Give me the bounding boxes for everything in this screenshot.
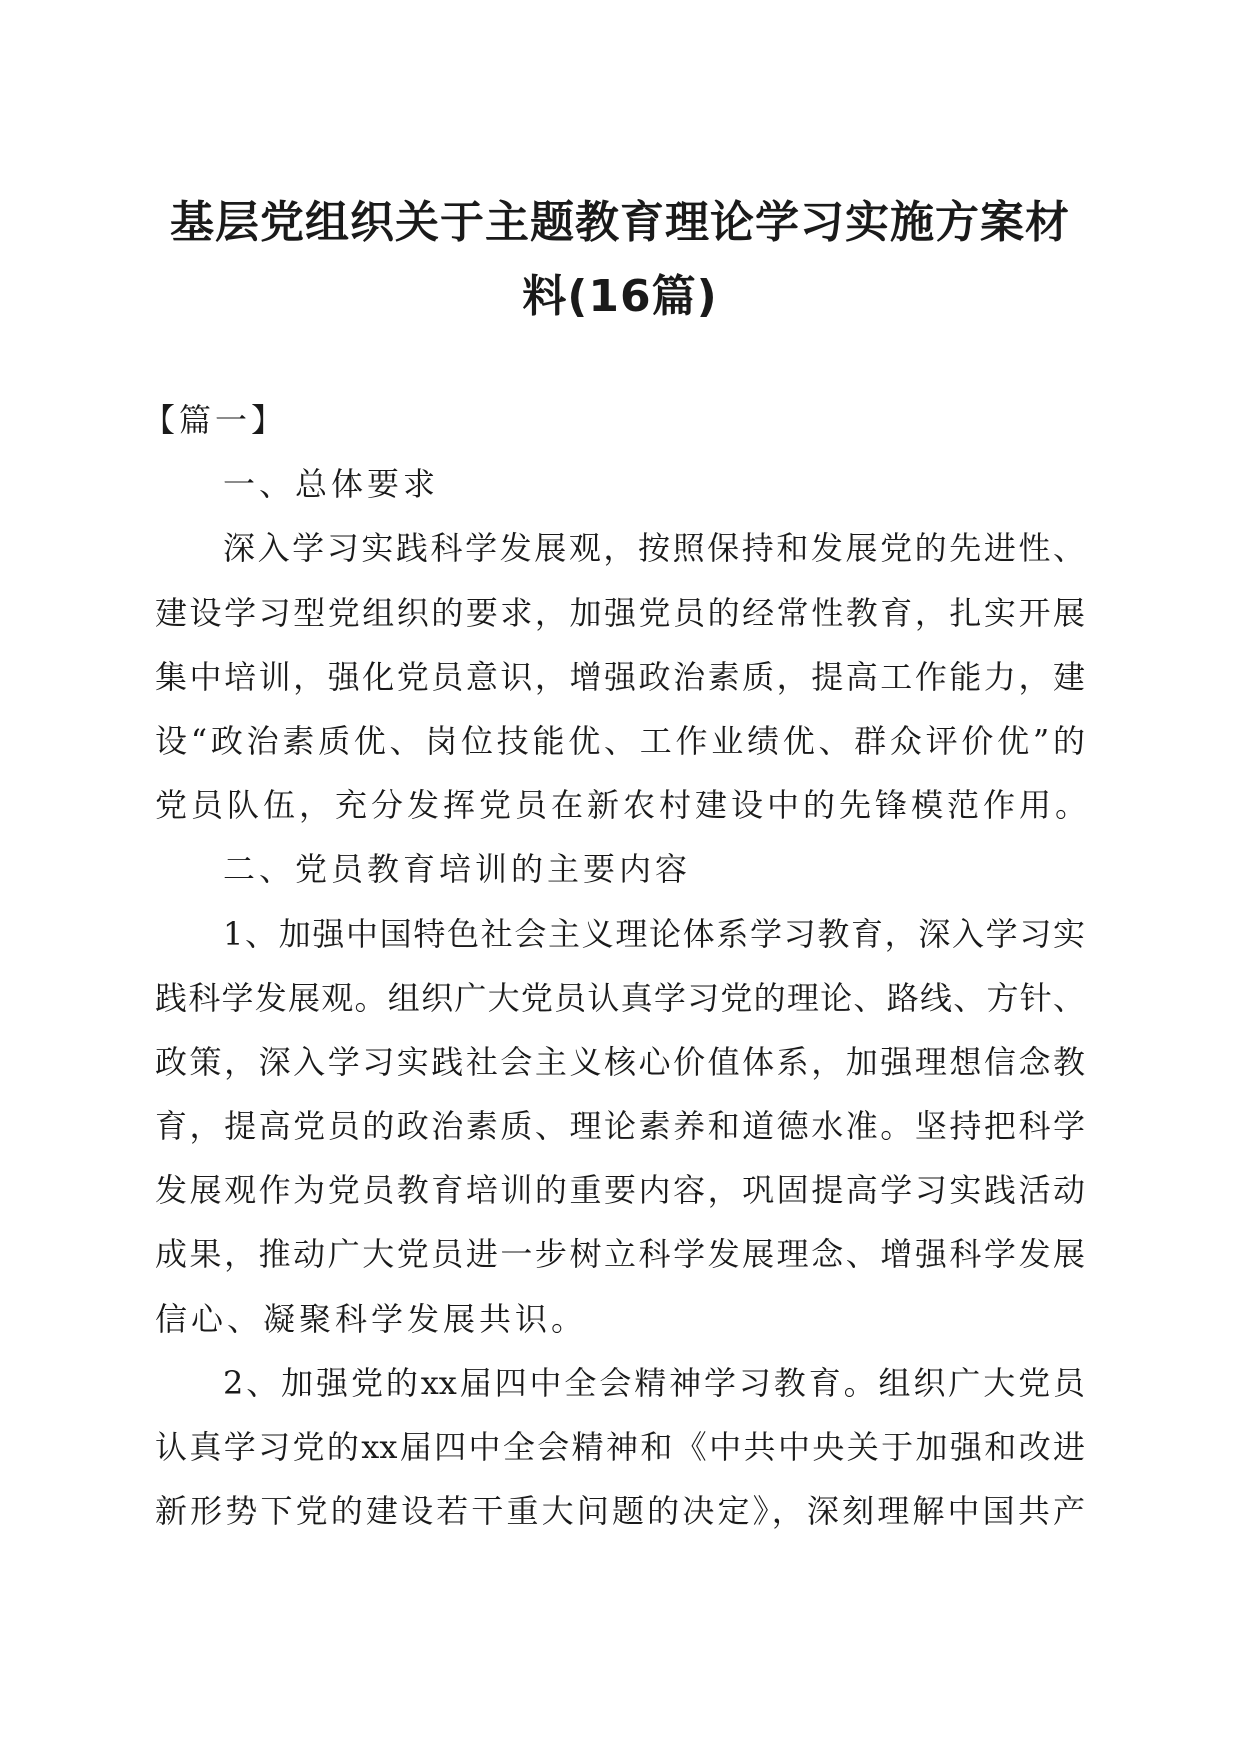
- section-heading: 【篇一】: [143, 401, 288, 439]
- body-line: 深入学习实践科学发展观，按照保持和发展党的先进性、: [223, 529, 1085, 568]
- body-line: 设“政治素质优、岗位技能优、工作业绩优、群众评价优”的: [155, 721, 1085, 760]
- body-line: 发展观作为党员教育培训的重要内容，巩固提高学习实践活动: [155, 1171, 1085, 1210]
- subsection-heading: 二、党员教育培训的主要内容: [223, 850, 692, 889]
- body-line: 政策，深入学习实践社会主义核心价值体系，加强理想信念教: [155, 1042, 1085, 1081]
- body-line: 2、加强党的xx届四中全会精神学习教育。组织广大党员: [223, 1363, 1085, 1402]
- body-line: 践科学发展观。组织广大党员认真学习党的理论、路线、方针、: [155, 978, 1085, 1017]
- subsection-heading: 一、总体要求: [223, 465, 440, 504]
- body-line: 成果，推动广大党员进一步树立科学发展理念、增强科学发展: [155, 1235, 1085, 1274]
- body-line: 育，提高党员的政治素质、理论素养和道德水准。坚持把科学: [155, 1107, 1085, 1146]
- body-line: 建设学习型党组织的要求，加强党员的经常性教育，扎实开展: [155, 593, 1085, 632]
- document-title: [140, 186, 1100, 334]
- body-line: 集中培训，强化党员意识，增强政治素质，提高工作能力，建: [155, 657, 1085, 696]
- title-line-1: 基层党组织关于主题教育理论学习实施方案材: [170, 197, 1070, 248]
- body-line: 认真学习党的xx届四中全会精神和《中共中央关于加强和改进: [155, 1428, 1085, 1466]
- body-line: 新形势下党的建设若干重大问题的决定》，深刻理解中国共产: [155, 1492, 1085, 1531]
- body-line: 信心、凝聚科学发展共识。: [155, 1299, 588, 1338]
- body-line: 1、加强中国特色社会主义理论体系学习教育，深入学习实: [223, 914, 1085, 953]
- title-line-2: 料(16篇): [522, 271, 718, 322]
- document-body: [143, 388, 1092, 1543]
- body-line: 党员队伍，充分发挥党员在新农村建设中的先锋模范作用。: [155, 786, 1092, 825]
